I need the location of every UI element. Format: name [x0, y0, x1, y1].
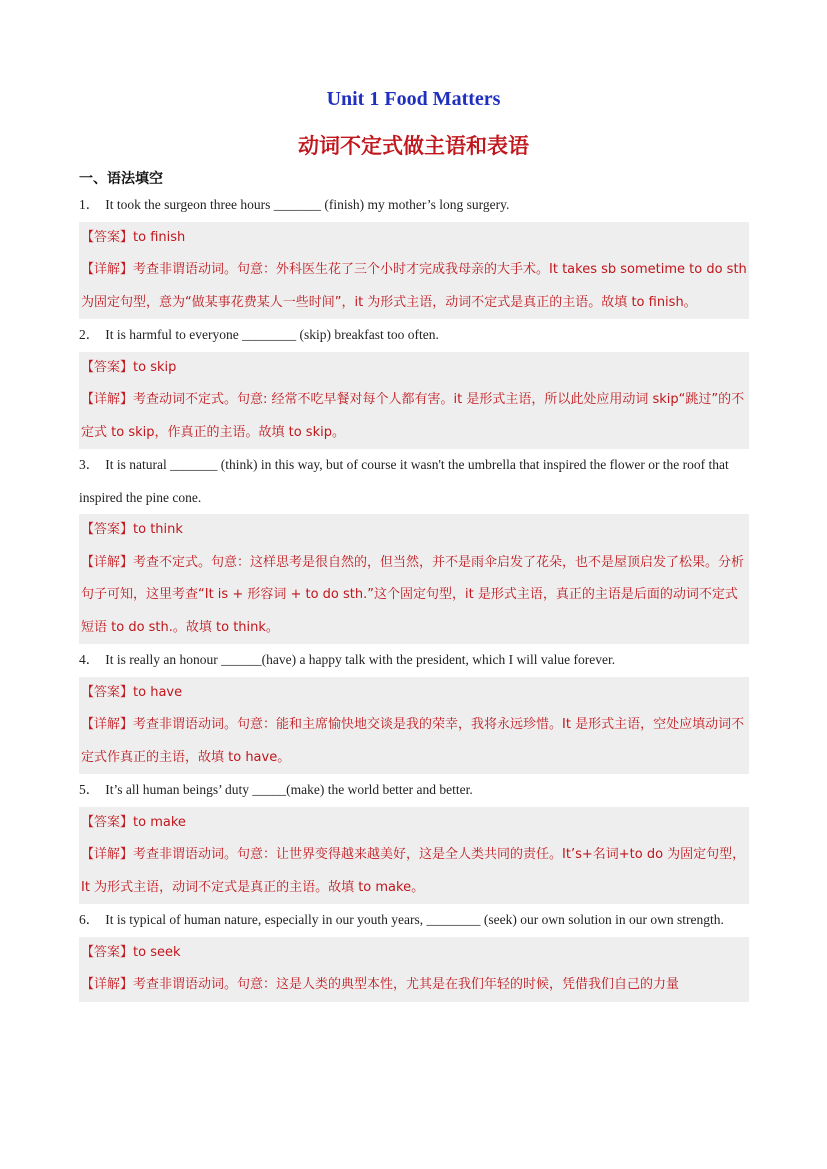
explain-line: [81, 839, 747, 904]
explain-tag: 【详解】: [81, 554, 134, 570]
explain-text: 考查非谓语动词。句意：外科医生花了三个小时才完成我母亲的大手术。It takes sb sometime to do sth 为固定句型，意为“做某事花费某人一些时间”，it 为形式主语，动词不定式是真正的主语。故填 to finish。: [81, 262, 747, 310]
answer-block-1: [79, 222, 749, 320]
question-3: [79, 449, 749, 514]
question-4: [79, 644, 749, 677]
explain-line: [81, 969, 747, 1002]
explain-tag: 【详解】: [81, 847, 134, 862]
answer-block-3: [79, 514, 749, 644]
question-text: It is really an honour ______(have) a happy talk with the president, which I will value forever.: [105, 652, 616, 667]
answer-tag: 【答案】: [81, 522, 134, 537]
answer-line: [81, 352, 747, 385]
question-number: 5．: [79, 782, 100, 797]
explain-text: 考查不定式。句意：这样思考是很自然的，但当然，并不是雨伞启发了花朵，也不是屋顶启发了松果。分析句子可知，这里考查“It is + 形容词 + to do sth.”这个固定句型，it 是形式主语，真正的主语是后面的动词不定式短语 to do sth.。故填 to think。: [81, 554, 745, 635]
explain-line: [81, 254, 747, 319]
answer-text: to make: [133, 814, 186, 830]
explain-text: 考查非谓语动词。句意：能和主席愉快地交谈是我的荣幸，我将永远珍惜。It 是形式主语，空处应填动词不定式作真正的主语，故填 to have。: [81, 717, 745, 765]
answer-tag: 【答案】: [81, 814, 134, 830]
question-number: 1．: [79, 197, 100, 212]
answer-line: [81, 937, 747, 970]
question-number: 2．: [79, 327, 100, 342]
answer-tag: 【答案】: [81, 359, 134, 375]
answer-text: to think: [133, 522, 183, 537]
answer-tag: 【答案】: [81, 229, 134, 245]
explain-tag: 【详解】: [81, 717, 134, 732]
answer-text: to seek: [133, 944, 181, 960]
explain-line: [81, 547, 747, 645]
question-1: [79, 189, 749, 222]
answer-block-6: [79, 937, 749, 1002]
question-text: It is harmful to everyone ________ (skip) breakfast too often.: [105, 327, 439, 342]
explain-text: 考查非谓语动词。句意：这是人类的典型本性，尤其是在我们年轻的时候，凭借我们自己的力量: [133, 977, 680, 992]
answer-tag: 【答案】: [81, 944, 134, 960]
explain-tag: 【详解】: [81, 977, 134, 992]
question-6: [79, 904, 749, 937]
question-2: [79, 319, 749, 352]
answer-tag: 【答案】: [81, 684, 134, 700]
answer-text: to have: [133, 684, 183, 700]
section-heading: 一、语法填空: [79, 171, 163, 187]
explain-text: 考查非谓语动词。句意：让世界变得越来越美好，这是全人类共同的责任。It’s+名词+to do 为固定句型，It 为形式主语，动词不定式是真正的主语。故填 to make。: [81, 847, 746, 895]
topic-title: 动词不定式做主语和表语: [298, 134, 529, 158]
exercise-list: [79, 189, 749, 1002]
question-text: It is typical of human nature, especially in our youth years, ________ (seek) our own solution in our own strength.: [105, 912, 724, 927]
question-number: 4．: [79, 652, 100, 667]
answer-line: [81, 222, 747, 255]
question-5: [79, 774, 749, 807]
answer-line: [81, 514, 747, 547]
answer-line: [81, 807, 747, 840]
answer-block-2: [79, 352, 749, 450]
question-text: It is natural _______ (think) in this way, but of course it wasn't the umbrella that inspired the flower or the roof that inspired the pine cone.: [79, 457, 729, 505]
question-number: 3．: [79, 457, 100, 472]
explain-tag: 【详解】: [81, 392, 134, 407]
question-text: It took the surgeon three hours _______ (finish) my mother’s long surgery.: [105, 197, 510, 212]
answer-block-5: [79, 807, 749, 905]
explain-line: [81, 384, 747, 449]
explain-tag: 【详解】: [81, 262, 134, 277]
explain-line: [81, 709, 747, 774]
answer-text: to skip: [133, 359, 177, 375]
question-text: It’s all human beings’ duty _____(make) the world better and better.: [105, 782, 473, 797]
answer-line: [81, 677, 747, 710]
unit-title: Unit 1 Food Matters: [326, 88, 501, 110]
explain-text: 考查动词不定式。句意: 经常不吃早餐对每个人都有害。it 是形式主语，所以此处应用动词 skip“跳过”的不定式 to skip，作真正的主语。故填 to skip。: [81, 392, 745, 440]
question-number: 6．: [79, 912, 100, 927]
answer-text: to finish: [133, 229, 186, 245]
answer-block-4: [79, 677, 749, 775]
